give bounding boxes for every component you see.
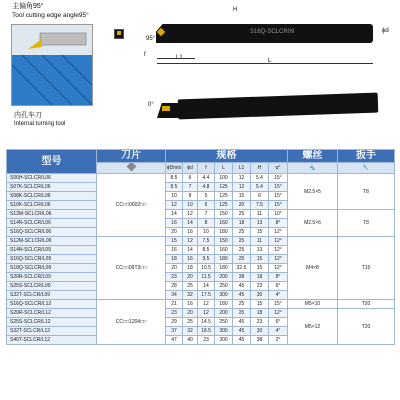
spec-cell: 6° [269,318,288,327]
spec-cell: 25 [183,282,198,291]
spec-cell: 40 [183,336,198,345]
spec-cell: 11 [251,210,269,219]
model-cell: S16Q-SCLCR/L06 [7,228,97,237]
spec-cell: 125 [215,201,233,210]
spec-cell: 47 [166,336,183,345]
insert-yellow-bottom [162,106,170,111]
dimension-line-l1 [157,58,195,59]
spec-cell: 8 [183,192,198,201]
screw-cell: M2.5×5 [288,174,338,210]
table-row [7,300,395,309]
spec-cell: 6° [269,282,288,291]
spec-cell: 200 [215,309,233,318]
spec-cell: 250 [215,318,233,327]
spec-cell: 5.4 [251,174,269,183]
spec-cell: 23 [251,282,269,291]
model-cell: S32T-SCLCR/L12 [7,327,97,336]
col-spec-header: 规格 [166,150,288,163]
spec-cell: 23 [166,273,183,282]
spec-cell: 20 [233,201,251,210]
dim-95: 95° [146,36,156,42]
spec-cell: 14 [183,219,198,228]
spec-cell: 12 [233,174,251,183]
spec-cell: 45 [233,318,251,327]
screw-cell: M4×8 [288,237,338,300]
spec-cell: 4.8 [198,183,215,192]
spec-cell: 18 [166,255,183,264]
spec-cell: 12° [269,246,288,255]
spec-cell: 21 [166,300,183,309]
spec-cell: 11.5 [198,273,215,282]
spec-cell: 13 [251,246,269,255]
dim-h: H [233,7,238,13]
sub-alpha: α° [269,163,288,174]
spec-cell: 15 [251,255,269,264]
spec-cell: 30 [251,291,269,300]
spec-cell: 180 [215,228,233,237]
spec-cell: 180 [215,300,233,309]
screw-cell: M5×12 [288,309,338,345]
spec-cell: 10.5 [198,264,215,273]
spec-cell: 16 [166,246,183,255]
spec-cell: 15 [251,228,269,237]
spec-cell: 15 [251,264,269,273]
spec-cell: 12 [198,309,215,318]
spec-cell: 45 [233,336,251,345]
spec-cell: 16 [166,219,183,228]
spec-cell: 25 [233,300,251,309]
dimension-line-l [157,63,373,64]
spec-cell: 13 [251,219,269,228]
model-cell: S16Q-SCLCR/L12 [7,300,97,309]
wrench-cell: T8 [338,174,395,210]
screw-cell: M5×10 [288,300,338,309]
spec-cell: 2° [269,336,288,345]
spec-cell: 200 [215,273,233,282]
spec-cell: 45 [233,282,251,291]
dim-0: 0° [148,102,154,108]
model-cell: S16Q-SCLCR/L09 [7,255,97,264]
sub-d: ϕd [183,163,198,174]
spec-cell: 6 [183,174,198,183]
spec-cell: 15 [251,300,269,309]
table-row [7,309,395,318]
spec-cell: 15° [269,183,288,192]
spec-cell: 18 [233,219,251,228]
spec-cell: 23 [251,318,269,327]
model-cell: S14N-SCLCR/L09 [7,246,97,255]
spec-cell: 12° [269,255,288,264]
spec-cell: 15° [269,174,288,183]
sub-f: f [198,163,215,174]
spec-cell: 30 [251,327,269,336]
insert-icon [126,163,136,172]
spec-cell: 25 [233,237,251,246]
model-cell: S12M-SCLCR/L06 [7,210,97,219]
drawing-area [0,0,400,145]
dim-f: f [144,52,146,58]
spec-cell: 6 [198,201,215,210]
wrench-cell: T20 [338,309,395,345]
spec-cell: 25 [233,210,251,219]
spec-cell: 45 [233,327,251,336]
spec-cell: 15° [269,201,288,210]
model-cell: S10K-SCLCR/L06 [7,201,97,210]
wrench-icon-cell [338,163,395,174]
spec-cell: 125 [215,192,233,201]
spec-cell: 20 [166,228,183,237]
spec-cell: 18 [183,264,198,273]
spec-cell: 8° [269,219,288,228]
spec-cell: 125 [215,183,233,192]
col-wrench-header: 扳手 [338,150,395,163]
spec-cell: 300 [215,327,233,336]
spec-cell: 12 [183,210,198,219]
spec-cell: 23 [166,309,183,318]
tool-label-cn: 内孔车刀 [14,112,42,119]
spec-cell: 12° [269,264,288,273]
model-cell: S25S-SCLCR/L12 [7,318,97,327]
model-cell: S18Q-SCLCR/L09 [7,264,97,273]
spec-cell: 150 [215,237,233,246]
spec-cell: 6 [251,192,269,201]
model-cell: S08K-SCLCR/L06 [7,192,97,201]
spec-cell: 12° [269,237,288,246]
insert-cell: CC□□1204□□ [97,300,166,345]
spec-cell: 180 [215,255,233,264]
spec-cell: 11 [251,237,269,246]
spec-cell: 20 [183,309,198,318]
table-row [7,174,395,183]
spec-cell: 23 [198,336,215,345]
table-row [7,210,395,219]
angle-label-cn: 主偏角95° [12,3,44,10]
spec-cell: 8.5 [198,246,215,255]
spec-cell: 300 [215,291,233,300]
spec-cell: 37 [166,327,183,336]
model-cell: S20R-SCLCR/L12 [7,309,97,318]
wrench-cell: T8 [338,210,395,237]
spec-cell: 20 [166,264,183,273]
spec-cell: 18 [251,273,269,282]
sub-l1: L1 [233,163,251,174]
insert-cell: CC□□09T3□□ [97,237,166,300]
spec-cell: 300 [215,336,233,345]
spec-cell: 18 [251,309,269,318]
spec-cell: 10° [269,210,288,219]
spec-cell: 34 [166,291,183,300]
spec-cell: 100 [215,174,233,183]
model-cell: S40T-SCLCR/L12 [7,336,97,345]
spec-cell: 12° [269,228,288,237]
col-screw-header: 螺丝 [288,150,338,163]
model-cell: S06H-SCLCR/L06 [7,174,97,183]
boring-bar-bottom [178,93,379,120]
spec-cell: 12 [233,183,251,192]
spec-cell: 25 [233,255,251,264]
spec-cell: 25 [233,246,251,255]
screw-cell: M2.5×6 [288,210,338,237]
spec-cell: 25 [233,228,251,237]
spec-cell: 160 [215,219,233,228]
angle-label-en: Tool cutting edge angle95° [12,12,89,19]
spec-cell: 32 [183,327,198,336]
sub-h: H [251,163,269,174]
spec-cell: 12 [183,237,198,246]
tool-label-en: Internal turning tool [14,121,66,127]
spec-cell: 4° [269,291,288,300]
dim-l1: L1 [176,55,183,61]
dim-phid: ϕd [382,28,389,34]
spec-cell: 12° [269,309,288,318]
insert-icon-cell [97,163,166,174]
spec-cell: 15 [233,192,251,201]
spec-cell: 17.5 [198,291,215,300]
spec-cell: 38 [233,273,251,282]
spec-cell: 14 [166,210,183,219]
spec-cell: 29 [166,318,183,327]
spec-cell: 7 [183,183,198,192]
spec-cell: 45 [233,291,251,300]
spec-cell: 20 [183,273,198,282]
sub-dmin: ϕDmin [166,163,183,174]
spec-cell: 15 [166,237,183,246]
model-cell: S25S-SCLCR/L09 [7,282,97,291]
spec-cell: 8 [198,219,215,228]
spec-cell: 18.5 [198,327,215,336]
spec-cell: 4.4 [198,174,215,183]
engraving-text: S16Q-SCLCR09 [250,29,295,35]
spec-cell: 180 [215,264,233,273]
workpiece-illustration [11,24,93,106]
spec-cell: 9.5 [198,255,215,264]
spec-cell: 10 [198,228,215,237]
spec-cell: 7.5 [251,201,269,210]
col-model-header: 型号 [7,150,97,174]
spec-cell: 15° [269,300,288,309]
spec-cell: 5 [198,192,215,201]
model-cell: S14N-SCLCR/L06 [7,219,97,228]
model-cell: S20R-SCLCR/L09 [7,273,97,282]
insert-cell: CC□□0602□□ [97,174,166,237]
spec-cell: 8° [269,273,288,282]
table-body [7,174,395,345]
spec-table [6,149,395,345]
spec-cell: 12 [198,300,215,309]
spec-cell: 4° [269,327,288,336]
spec-cell: 10 [183,201,198,210]
spec-cell: 32.5 [233,264,251,273]
spec-cell: 7.5 [198,237,215,246]
spec-cell: 15° [269,192,288,201]
insert-front-yellow [117,31,121,35]
model-cell: S07K-SCLCR/L06 [7,183,97,192]
spec-cell: 10 [166,192,183,201]
spec-cell: 5.4 [251,183,269,192]
model-cell: S32T-SCLCR/L09 [7,291,97,300]
spec-cell: 16 [183,300,198,309]
sub-l: L [215,163,233,174]
spec-cell: 28 [166,282,183,291]
dim-l: L [268,58,272,64]
screw-icon: 🔩 [309,165,316,171]
spec-cell: 25 [183,318,198,327]
model-cell: S12M-SCLCR/L09 [7,237,97,246]
spec-cell: 32 [183,291,198,300]
wrench-cell: T15 [338,237,395,300]
spec-cell: 8.5 [166,174,183,183]
spec-cell: 14 [198,282,215,291]
wrench-icon: 🔧 [362,165,370,171]
spec-cell: 25 [233,309,251,318]
wrench-cell: T20 [338,300,395,309]
spec-cell: 7 [198,210,215,219]
spec-table-wrap [6,149,394,400]
spec-cell: 14.5 [198,318,215,327]
spec-cell: 160 [215,246,233,255]
screw-icon-cell [288,163,338,174]
spec-cell: 16 [183,255,198,264]
col-insert-header: 刀片 [97,150,166,163]
spec-cell: 250 [215,282,233,291]
spec-cell: 12 [166,201,183,210]
spec-cell: 14 [183,246,198,255]
spec-cell: 38 [251,336,269,345]
table-row [7,237,395,246]
spec-cell: 150 [215,210,233,219]
spec-cell: 8.5 [166,183,183,192]
spec-cell: 16 [183,228,198,237]
